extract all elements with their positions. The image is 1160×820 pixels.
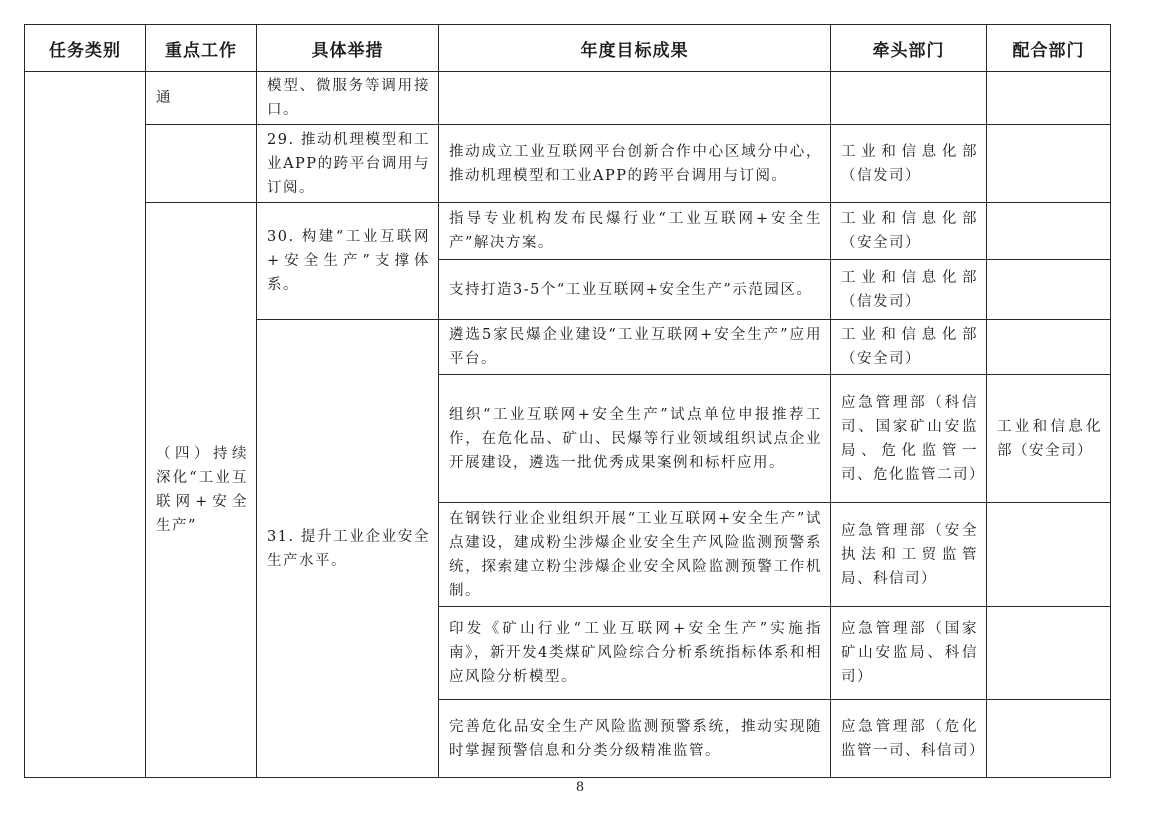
- category-cell: [25, 72, 146, 778]
- goal-cell: 组织“工业互联网+安全生产”试点单位申报推荐工作，在危化品、矿山、民爆等行业领域组织试点企业开展建设，遴选一批优秀成果案例和标杆应用。: [439, 375, 831, 503]
- key-work-cell: （四）持续深化“工业互联网+安全生产”: [146, 203, 257, 778]
- lead-dept-cell: 应急管理部（安全执法和工贸监管局、科信司）: [831, 503, 987, 607]
- measure-cell: 模型、微服务等调用接口。: [257, 72, 439, 125]
- header-lead-dept: 牵头部门: [831, 25, 987, 72]
- coop-dept-cell: [987, 203, 1111, 260]
- goal-cell: 印发《矿山行业“工业互联网+安全生产”实施指南》，新开发4类煤矿风险综合分析系统指标体系和相应风险分析模型。: [439, 607, 831, 700]
- goal-cell: 支持打造3-5个“工业互联网+安全生产”示范园区。: [439, 260, 831, 320]
- table-row: [25, 125, 1111, 203]
- coop-dept-cell: [987, 125, 1111, 203]
- goal-cell: 完善危化品安全生产风险监测预警系统，推动实现随时掌握预警信息和分类分级精准监管。: [439, 700, 831, 778]
- lead-dept-cell: 应急管理部（科信司、国家矿山安监局、危化监管一司、危化监管二司）: [831, 375, 987, 503]
- task-table: [24, 24, 1111, 778]
- page-number: 8: [575, 780, 585, 795]
- table-row: [25, 203, 1111, 260]
- header-coop-dept: 配合部门: [987, 25, 1111, 72]
- goal-cell: [439, 72, 831, 125]
- lead-dept-cell: 应急管理部（国家矿山安监局、科信司）: [831, 607, 987, 700]
- coop-dept-cell: [987, 607, 1111, 700]
- key-work-cell: 通: [146, 72, 257, 125]
- header-key-work: 重点工作: [146, 25, 257, 72]
- lead-dept-cell: [831, 72, 987, 125]
- goal-cell: 推动成立工业互联网平台创新合作中心区域分中心，推动机理模型和工业APP的跨平台调用与订阅。: [439, 125, 831, 203]
- key-work-cell-empty: [146, 125, 257, 203]
- measure-cell: 29. 推动机理模型和工业APP的跨平台调用与订阅。: [257, 125, 439, 203]
- coop-dept-cell: [987, 320, 1111, 375]
- goal-cell: 在钢铁行业企业组织开展“工业互联网+安全生产”试点建设，建成粉尘涉爆企业安全生产风险监测预警系统，探索建立粉尘涉爆企业安全风险监测预警工作机制。: [439, 503, 831, 607]
- goal-cell: 指导专业机构发布民爆行业“工业互联网+安全生产”解决方案。: [439, 203, 831, 260]
- coop-dept-cell: [987, 260, 1111, 320]
- header-annual-goal: 年度目标成果: [439, 25, 831, 72]
- lead-dept-cell: 应急管理部（危化监管一司、科信司）: [831, 700, 987, 778]
- coop-dept-cell: [987, 700, 1111, 778]
- measure-cell: 31. 提升工业企业安全生产水平。: [257, 320, 439, 778]
- coop-dept-cell: [987, 72, 1111, 125]
- table-header-row: [25, 25, 1111, 72]
- header-measures: 具体举措: [257, 25, 439, 72]
- table-row: [25, 72, 1111, 125]
- header-category: 任务类别: [25, 25, 146, 72]
- lead-dept-cell: 工业和信息化部（安全司）: [831, 203, 987, 260]
- goal-cell: 遴选5家民爆企业建设“工业互联网+安全生产”应用平台。: [439, 320, 831, 375]
- lead-dept-cell: 工业和信息化部（信发司）: [831, 125, 987, 203]
- measure-cell: 30. 构建“工业互联网+安全生产”支撑体系。: [257, 203, 439, 320]
- coop-dept-cell: 工业和信息化部（安全司）: [987, 375, 1111, 503]
- coop-dept-cell: [987, 503, 1111, 607]
- lead-dept-cell: 工业和信息化部（信发司）: [831, 260, 987, 320]
- lead-dept-cell: 工业和信息化部（安全司）: [831, 320, 987, 375]
